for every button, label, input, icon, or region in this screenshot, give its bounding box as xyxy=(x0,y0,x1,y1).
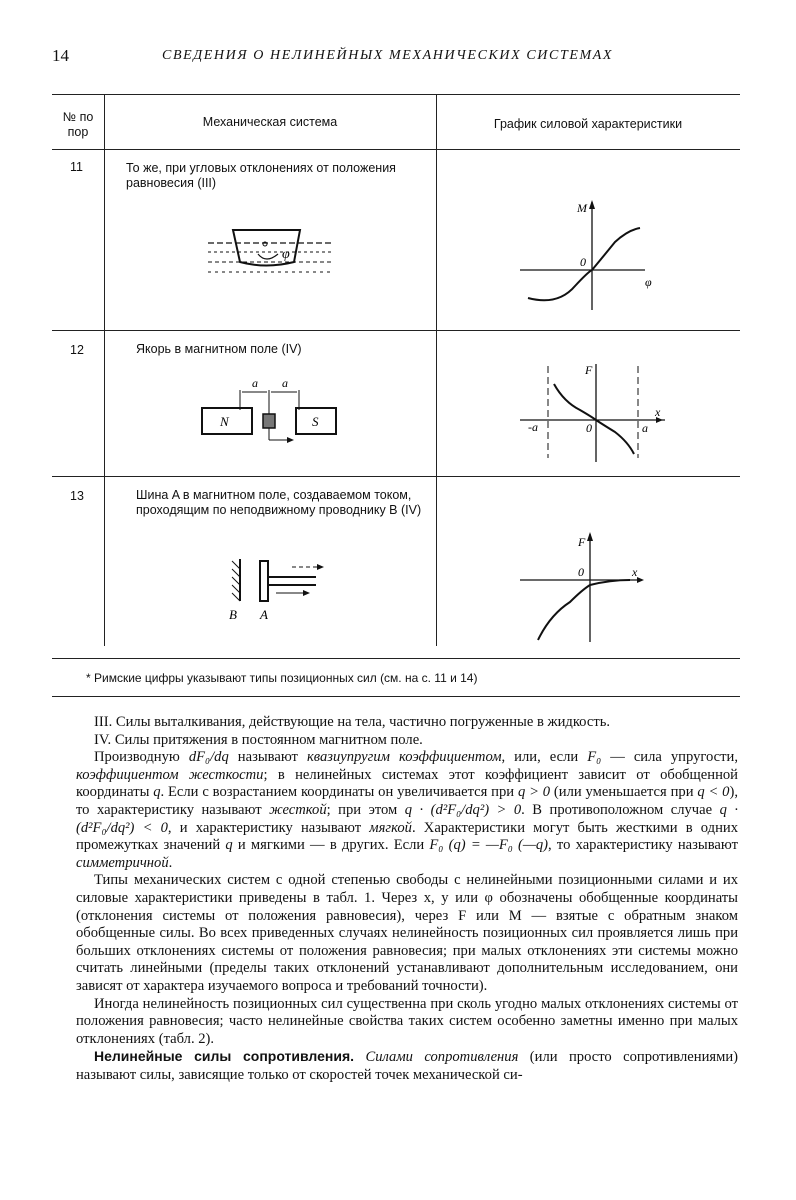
row-number: 11 xyxy=(70,160,83,174)
graph-label-0: 0 xyxy=(586,421,592,435)
column-divider xyxy=(104,94,105,646)
graph-label-F: F xyxy=(585,363,593,377)
phi-label: φ xyxy=(282,247,290,262)
paragraph: Типы механических систем с одной степенью свободы с нелинейными позиционными силами и их силовые характеристики приведены в табл. 1. Через x, y или φ обозначены обобщенные координаты (отклонения системы от положения равновесия), через F или M — взятые с обратным знаком обобщенные силы. Во всех приведенных случаях нелинейность позиционных сил проявляется лишь при больших отклонениях системы от положения равновесия; при малых отклонениях эти системы можно считать линейными (пределы таких отклонений устанавливают дополнительным исследованием, они зависят от характера изучаемого вопроса и требований точности). xyxy=(76,872,738,994)
paragraph: Иногда нелинейность позиционных сил существенна при сколь угодно малых отклонениях системы от положения равновесия; часто нелинейные свойства таких систем особенно заметны именно при малых отклонениях (табл. 2). xyxy=(76,995,738,1047)
graph-label-a: a xyxy=(642,421,648,435)
gap-label-right: a xyxy=(282,376,288,390)
graph-label-minus-a: -a xyxy=(528,420,538,434)
busbar-figure xyxy=(222,555,332,625)
graph-label-phi: φ xyxy=(645,275,652,289)
column-header-system: Механическая система xyxy=(202,115,338,129)
paragraph: IV. Силы притяжения в постоянном магнитном поле. xyxy=(94,731,423,748)
body-text xyxy=(76,714,738,1084)
table-top-rule xyxy=(52,94,740,95)
table-head-rule xyxy=(52,149,740,150)
gap-label-left: a xyxy=(252,376,258,390)
paragraph: III. Силы выталкивания, действующие на тела, частично погруженные в жидкость. xyxy=(94,714,611,730)
row-divider xyxy=(52,330,740,331)
floating-body-figure xyxy=(200,222,340,292)
paragraph: Производную dF₀/dq называют квазиупругим коэффициентом, или, если F₀ — сила упругости, коэффициентом жесткости; в нелинейных системах этот коэффициент зависит от обобщенной координаты q. Если с возрастанием координаты он увеличивается при q > 0 (или уменьшается при q < 0), то характеристику называют жесткой; при этом q · (d²F₀/dq²) > 0. В противоположном случае q · (d²F₀/dq²) < 0, и характеристику называют мягкой. Характеристики могут быть жесткими в одних промежутках значений q и мягкими — в других. Если F₀ (q) = —F₀ (—q), то характеристику называют симметричной. xyxy=(76,749,738,871)
table-footnote: * Римские цифры указывают типы позиционных сил (см. на с. 11 и 14) xyxy=(86,671,478,685)
graph-label-0: 0 xyxy=(578,565,584,579)
graph-label-M: M xyxy=(577,201,587,215)
graph-row-12 xyxy=(520,362,670,462)
row-number: 12 xyxy=(70,343,84,357)
column-header-graph: График силовой характеристики xyxy=(493,117,683,131)
row-description: То же, при угловых отклонениях от положения равновесия (III) xyxy=(126,161,396,190)
conductor-B-label: B xyxy=(229,607,237,622)
column-header-num: № по пор xyxy=(62,110,94,139)
footnote-rule xyxy=(52,696,740,697)
pole-N-label: N xyxy=(220,414,229,429)
row-description: Шина A в магнитном поле, создаваемом током, проходящим по неподвижному проводнику B (IV) xyxy=(136,488,422,517)
row-description: Якорь в магнитном поле (IV) xyxy=(136,342,302,356)
magnet-armature-figure xyxy=(200,376,340,446)
graph-row-13 xyxy=(520,530,670,645)
page-number: 14 xyxy=(52,46,69,65)
pole-S-label: S xyxy=(312,414,319,429)
graph-label-x: x xyxy=(655,405,661,419)
graph-label-x: x xyxy=(632,565,638,579)
table-bottom-rule xyxy=(52,658,740,659)
row-divider xyxy=(52,476,740,477)
running-title: СВЕДЕНИЯ О НЕЛИНЕЙНЫХ МЕХАНИЧЕСКИХ СИСТЕМАХ xyxy=(162,48,614,63)
graph-label-0: 0 xyxy=(580,255,586,269)
graph-row-11 xyxy=(520,198,670,313)
paragraph: Нелинейные силы сопротивления. Силами сопротивления (или просто сопротивлениями) называют силы, зависящие только от скоростей точек механической си- xyxy=(76,1048,738,1083)
busbar-A-label: A xyxy=(260,607,268,622)
column-divider xyxy=(436,94,437,646)
row-number: 13 xyxy=(70,489,84,503)
graph-label-F: F xyxy=(578,535,586,549)
